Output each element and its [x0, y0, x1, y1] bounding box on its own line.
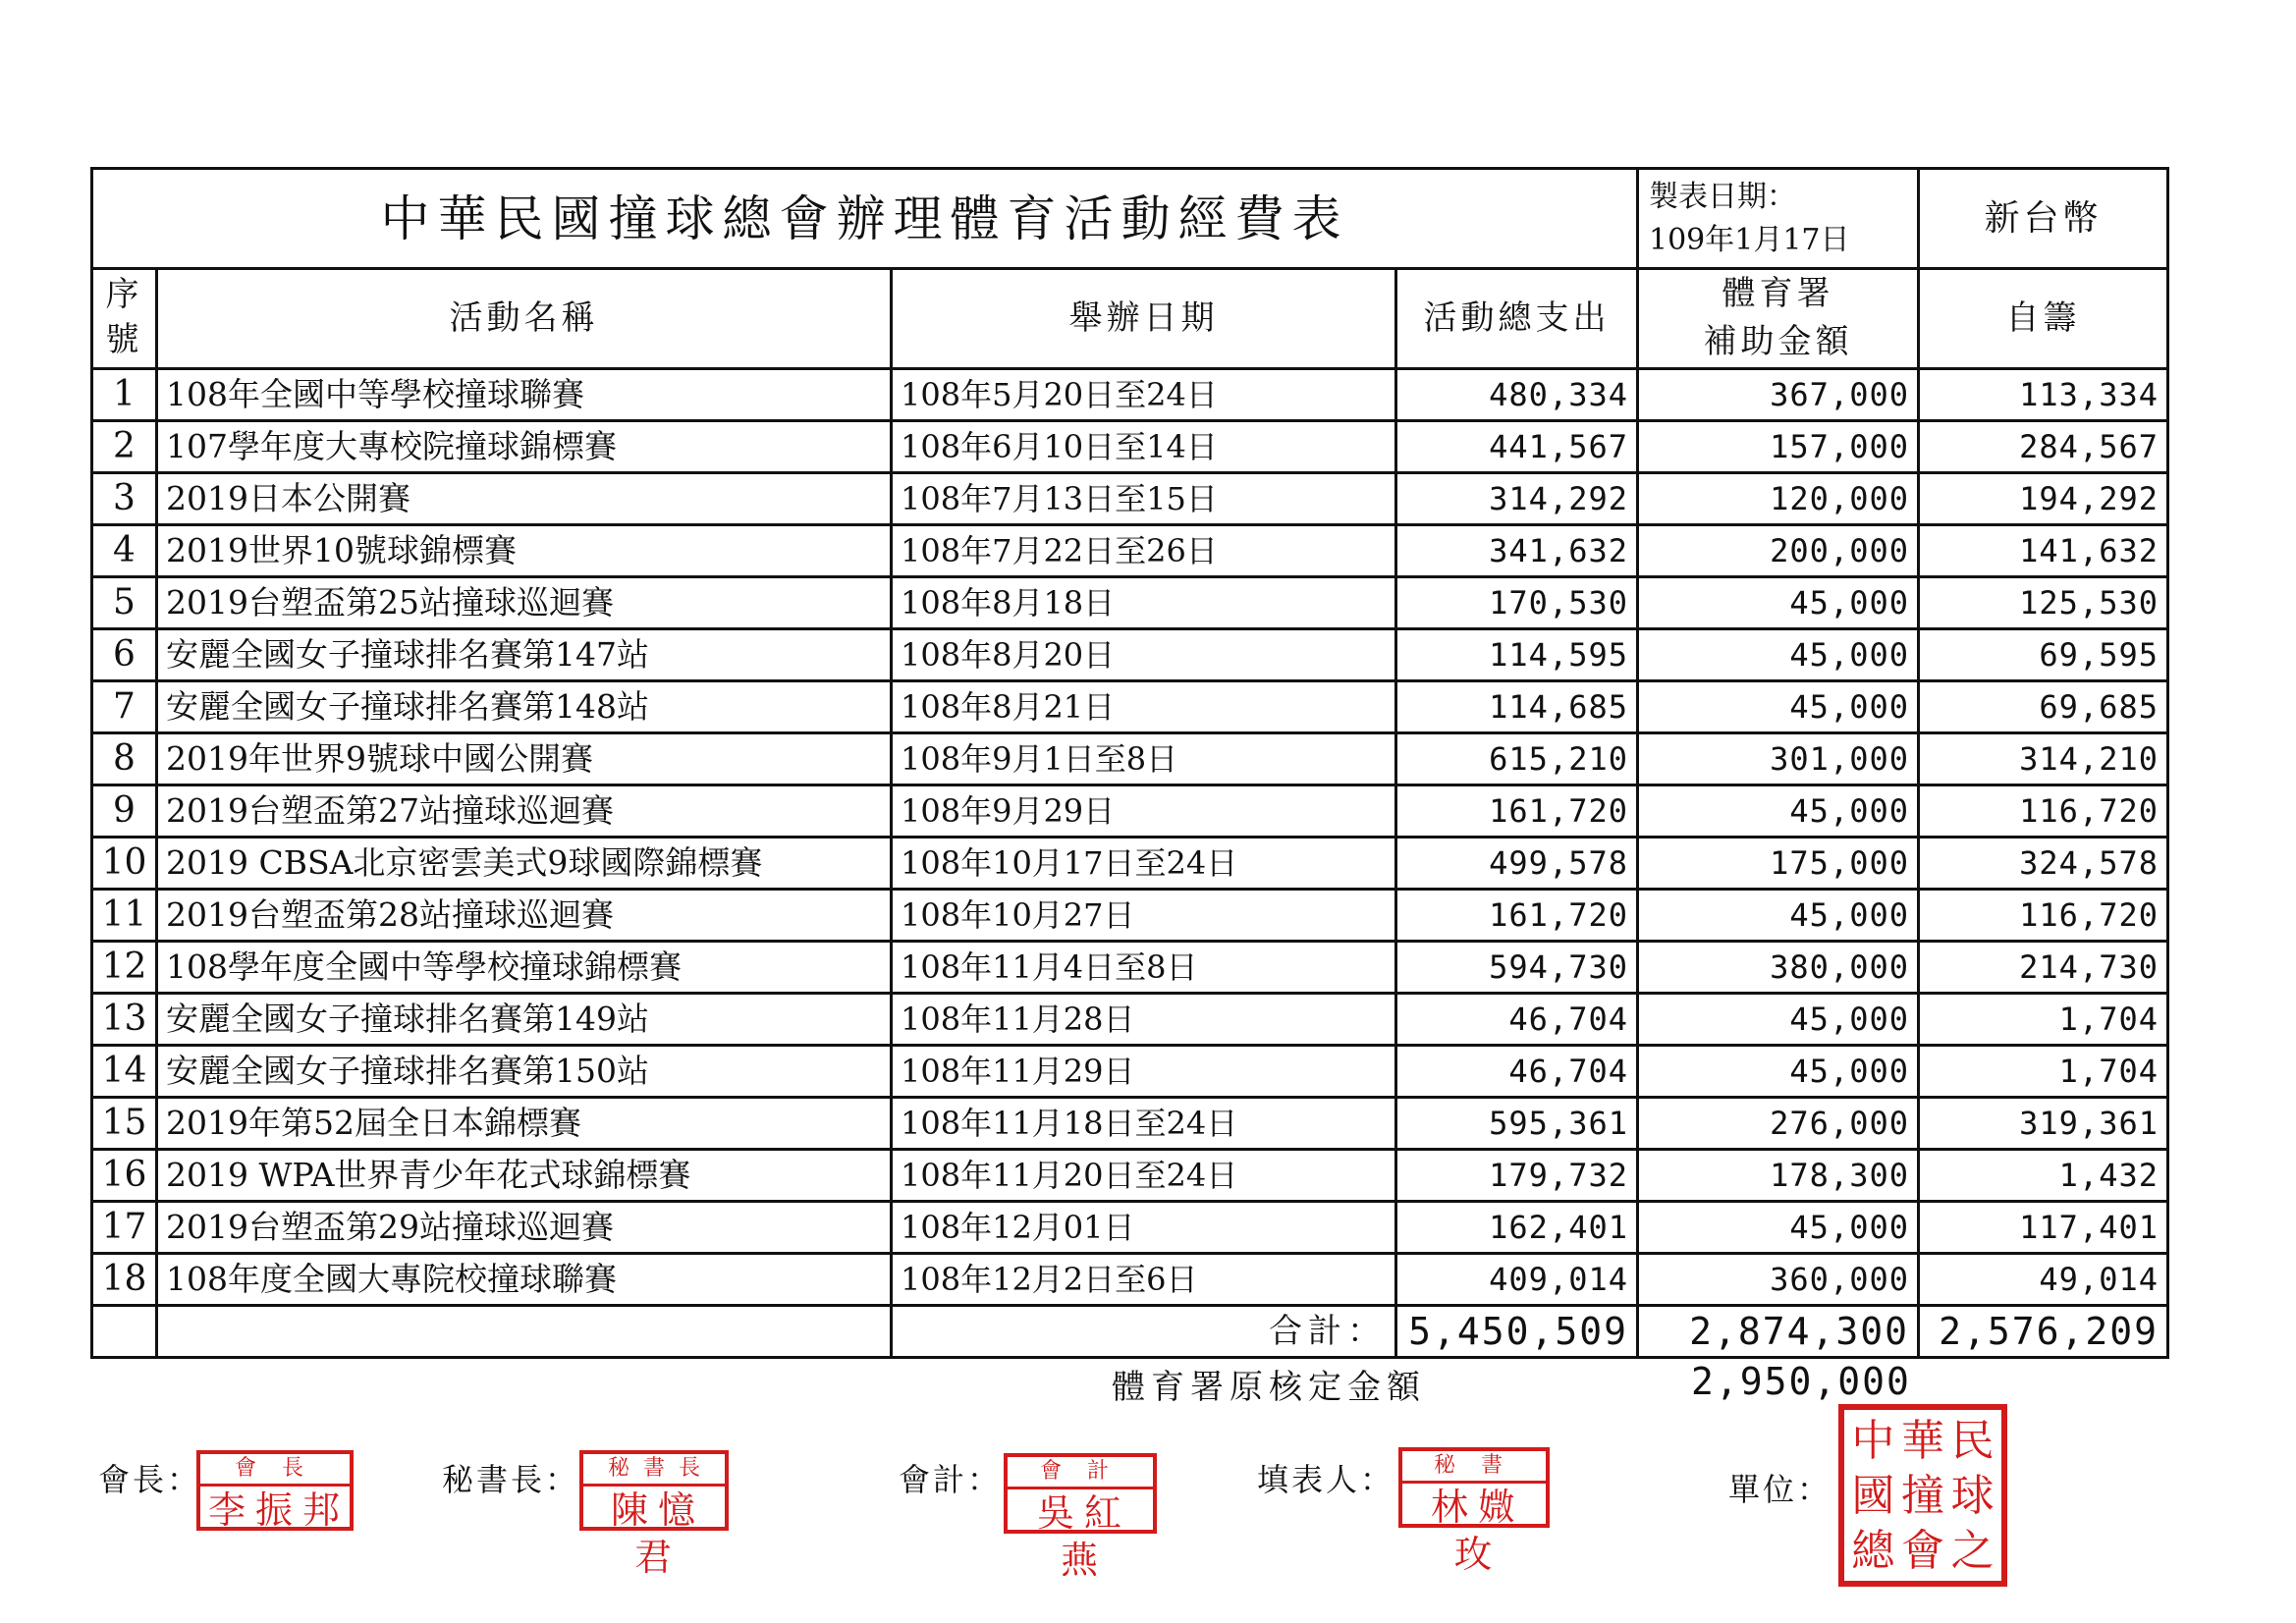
- self-funded-amount: 69,595: [1919, 628, 2168, 680]
- activity-date: 108年12月2日至6日: [892, 1253, 1396, 1305]
- secretary-general-stamp-role: 秘書長: [583, 1454, 725, 1487]
- totals-self-funded: 2,576,209: [1919, 1305, 2168, 1357]
- self-funded-amount: 116,720: [1919, 784, 2168, 837]
- seal-character: 民: [1950, 1416, 1995, 1466]
- activity-name: 108學年度全國中等學校撞球錦標賽: [157, 941, 892, 993]
- table-row: [92, 680, 2168, 732]
- totals-expense: 5,450,509: [1396, 1305, 1638, 1357]
- total-expense: 46,704: [1396, 993, 1638, 1045]
- activity-name: 108年全國中等學校撞球聯賽: [157, 368, 892, 420]
- table-row: [92, 837, 2168, 889]
- total-expense: 46,704: [1396, 1045, 1638, 1097]
- subsidy-amount: 157,000: [1638, 420, 1919, 472]
- currency-label: 新台幣: [1919, 169, 2168, 269]
- total-expense: 170,530: [1396, 576, 1638, 628]
- self-funded-amount: 117,401: [1919, 1201, 2168, 1253]
- table-row: [92, 1097, 2168, 1149]
- president-stamp-role: 會長: [200, 1454, 350, 1487]
- seal-character: 總: [1851, 1526, 1895, 1576]
- unit-label: 單位：: [1728, 1471, 1832, 1508]
- activity-date: 108年8月18日: [892, 576, 1396, 628]
- accountant-stamp-role: 會計: [1008, 1457, 1153, 1489]
- seal-character: 華: [1900, 1416, 1944, 1466]
- table-row: [92, 1201, 2168, 1253]
- activity-date: 108年11月29日: [892, 1045, 1396, 1097]
- self-funded-amount: 1,704: [1919, 1045, 2168, 1097]
- president-stamp-name: 李振邦: [208, 1488, 351, 1532]
- seal-character: 中: [1851, 1416, 1895, 1466]
- row-number: 12: [92, 941, 157, 993]
- activity-date: 108年5月20日至24日: [892, 368, 1396, 420]
- approved-amount-label: 體育署原核定金額: [1112, 1368, 1426, 1407]
- totals-subsidy: 2,874,300: [1638, 1305, 1919, 1357]
- totals-label: 合計：: [892, 1305, 1396, 1357]
- total-expense: 409,014: [1396, 1253, 1638, 1305]
- self-funded-amount: 116,720: [1919, 889, 2168, 941]
- header-seq-line2: 號: [105, 320, 143, 360]
- accountant-stamp-name: 吳紅燕: [1036, 1491, 1131, 1582]
- self-funded-amount: 1,704: [1919, 993, 2168, 1045]
- row-number: 10: [92, 837, 157, 889]
- subsidy-amount: 120,000: [1638, 472, 1919, 524]
- accountant-label: 會計：: [899, 1461, 1003, 1498]
- total-expense: 441,567: [1396, 420, 1638, 472]
- activity-name: 安麗全國女子撞球排名賽第147站: [157, 628, 892, 680]
- header-date: 舉辦日期: [892, 269, 1396, 369]
- total-expense: 499,578: [1396, 837, 1638, 889]
- empty-cell: [92, 1305, 157, 1357]
- secretary-general-stamp: [579, 1450, 729, 1579]
- activity-name: 2019年第52屆全日本錦標賽: [157, 1097, 892, 1149]
- table-row: [92, 1253, 2168, 1305]
- row-number: 4: [92, 524, 157, 576]
- preparer-stamp: [1398, 1447, 1550, 1576]
- activity-name: 2019台塑盃第29站撞球巡迴賽: [157, 1201, 892, 1253]
- table-row: [92, 524, 2168, 576]
- seal-character: 撞: [1900, 1471, 1944, 1521]
- subsidy-amount: 45,000: [1638, 889, 1919, 941]
- row-number: 16: [92, 1149, 157, 1201]
- expense-table: [90, 167, 2169, 1359]
- row-number: 5: [92, 576, 157, 628]
- table-row: [92, 1149, 2168, 1201]
- row-number: 8: [92, 732, 157, 784]
- total-expense: 480,334: [1396, 368, 1638, 420]
- header-activity-name: 活動名稱: [157, 269, 892, 369]
- self-funded-amount: 214,730: [1919, 941, 2168, 993]
- table-row: [92, 784, 2168, 837]
- activity-date: 108年7月13日至15日: [892, 472, 1396, 524]
- table-row: [92, 1045, 2168, 1097]
- president-label: 會長：: [98, 1461, 202, 1498]
- self-funded-amount: 319,361: [1919, 1097, 2168, 1149]
- table-row: [92, 576, 2168, 628]
- preparer-label: 填表人：: [1257, 1461, 1395, 1498]
- table-row: [92, 993, 2168, 1045]
- row-number: 15: [92, 1097, 157, 1149]
- prepared-date-label: 製表日期：: [1649, 180, 1796, 214]
- president-stamp: [196, 1450, 354, 1531]
- total-expense: 114,595: [1396, 628, 1638, 680]
- self-funded-amount: 49,014: [1919, 1253, 2168, 1305]
- accountant-stamp: [1004, 1453, 1157, 1582]
- activity-name: 2019 CBSA北京密雲美式9球國際錦標賽: [157, 837, 892, 889]
- header-subsidy-line1: 體育署: [1722, 274, 1834, 313]
- table-row: [92, 472, 2168, 524]
- activity-name: 2019台塑盃第27站撞球巡迴賽: [157, 784, 892, 837]
- row-number: 3: [92, 472, 157, 524]
- row-number: 14: [92, 1045, 157, 1097]
- table-row: [92, 420, 2168, 472]
- activity-name: 安麗全國女子撞球排名賽第148站: [157, 680, 892, 732]
- activity-name: 2019台塑盃第25站撞球巡迴賽: [157, 576, 892, 628]
- preparer-stamp-role: 秘書: [1402, 1451, 1546, 1484]
- activity-date: 108年11月4日至8日: [892, 941, 1396, 993]
- activity-date: 108年9月1日至8日: [892, 732, 1396, 784]
- expense-sheet: [90, 167, 2166, 1359]
- activity-name: 安麗全國女子撞球排名賽第150站: [157, 1045, 892, 1097]
- row-number: 9: [92, 784, 157, 837]
- prepared-date: 109年1月17日: [1649, 222, 1850, 257]
- activity-date: 108年7月22日至26日: [892, 524, 1396, 576]
- activity-name: 107學年度大專校院撞球錦標賽: [157, 420, 892, 472]
- activity-name: 2019台塑盃第28站撞球巡迴賽: [157, 889, 892, 941]
- activity-date: 108年11月20日至24日: [892, 1149, 1396, 1201]
- table-row: [92, 941, 2168, 993]
- total-expense: 179,732: [1396, 1149, 1638, 1201]
- activity-name: 安麗全國女子撞球排名賽第149站: [157, 993, 892, 1045]
- activity-date: 108年10月17日至24日: [892, 837, 1396, 889]
- total-expense: 161,720: [1396, 889, 1638, 941]
- header-subsidy-line2: 補助金額: [1703, 322, 1853, 362]
- empty-cell: [157, 1305, 892, 1357]
- subsidy-amount: 45,000: [1638, 1201, 1919, 1253]
- self-funded-amount: 284,567: [1919, 420, 2168, 472]
- secretary-general-label: 秘書長：: [442, 1461, 580, 1498]
- seal-character: 之: [1950, 1526, 1995, 1576]
- subsidy-amount: 45,000: [1638, 576, 1919, 628]
- row-number: 2: [92, 420, 157, 472]
- activity-name: 2019世界10號球錦標賽: [157, 524, 892, 576]
- activity-name: 108年度全國大專院校撞球聯賽: [157, 1253, 892, 1305]
- self-funded-amount: 69,685: [1919, 680, 2168, 732]
- activity-name: 2019年世界9號球中國公開賽: [157, 732, 892, 784]
- total-expense: 594,730: [1396, 941, 1638, 993]
- subsidy-amount: 45,000: [1638, 1045, 1919, 1097]
- activity-date: 108年11月18日至24日: [892, 1097, 1396, 1149]
- total-expense: 595,361: [1396, 1097, 1638, 1149]
- subsidy-amount: 175,000: [1638, 837, 1919, 889]
- subsidy-amount: 45,000: [1638, 993, 1919, 1045]
- total-expense: 314,292: [1396, 472, 1638, 524]
- seal-character: 球: [1950, 1471, 1995, 1521]
- self-funded-amount: 141,632: [1919, 524, 2168, 576]
- row-number: 11: [92, 889, 157, 941]
- self-funded-amount: 194,292: [1919, 472, 2168, 524]
- activity-name: 2019日本公開賽: [157, 472, 892, 524]
- seal-character: 會: [1900, 1526, 1944, 1576]
- self-funded-amount: 125,530: [1919, 576, 2168, 628]
- prepared-date-cell: [1638, 169, 1919, 269]
- activity-name: 2019 WPA世界青少年花式球錦標賽: [157, 1149, 892, 1201]
- activity-date: 108年6月10日至14日: [892, 420, 1396, 472]
- totals-row: [92, 1305, 2168, 1357]
- total-expense: 615,210: [1396, 732, 1638, 784]
- activity-date: 108年9月29日: [892, 784, 1396, 837]
- header-self-funded: 自籌: [1919, 269, 2168, 369]
- table-row: [92, 368, 2168, 420]
- secretary-general-stamp-name: 陳憶君: [610, 1488, 705, 1579]
- total-expense: 161,720: [1396, 784, 1638, 837]
- subsidy-amount: 45,000: [1638, 680, 1919, 732]
- subsidy-amount: 380,000: [1638, 941, 1919, 993]
- subsidy-amount: 360,000: [1638, 1253, 1919, 1305]
- subsidy-amount: 367,000: [1638, 368, 1919, 420]
- row-number: 1: [92, 368, 157, 420]
- approved-amount-value: 2,950,000: [1691, 1360, 1911, 1403]
- title-row: [92, 169, 2168, 269]
- activity-date: 108年10月27日: [892, 889, 1396, 941]
- header-seq: [92, 269, 157, 369]
- self-funded-amount: 113,334: [1919, 368, 2168, 420]
- row-number: 7: [92, 680, 157, 732]
- activity-date: 108年8月21日: [892, 680, 1396, 732]
- organization-seal: [1838, 1404, 2007, 1587]
- header-seq-line1: 序: [105, 275, 143, 315]
- seal-character: 國: [1851, 1471, 1895, 1521]
- self-funded-amount: 1,432: [1919, 1149, 2168, 1201]
- self-funded-amount: 324,578: [1919, 837, 2168, 889]
- subsidy-amount: 301,000: [1638, 732, 1919, 784]
- activity-date: 108年11月28日: [892, 993, 1396, 1045]
- activity-date: 108年8月20日: [892, 628, 1396, 680]
- header-row: [92, 269, 2168, 369]
- subsidy-amount: 45,000: [1638, 784, 1919, 837]
- row-number: 6: [92, 628, 157, 680]
- total-expense: 114,685: [1396, 680, 1638, 732]
- subsidy-amount: 200,000: [1638, 524, 1919, 576]
- header-total: 活動總支出: [1396, 269, 1638, 369]
- table-row: [92, 732, 2168, 784]
- row-number: 13: [92, 993, 157, 1045]
- subsidy-amount: 178,300: [1638, 1149, 1919, 1201]
- preparer-stamp-name: 林媺玫: [1430, 1486, 1525, 1576]
- total-expense: 341,632: [1396, 524, 1638, 576]
- self-funded-amount: 314,210: [1919, 732, 2168, 784]
- total-expense: 162,401: [1396, 1201, 1638, 1253]
- table-row: [92, 889, 2168, 941]
- header-subsidy: [1638, 269, 1919, 369]
- document-title: 中華民國撞球總會辦理體育活動經費表: [92, 169, 1638, 269]
- row-number: 17: [92, 1201, 157, 1253]
- subsidy-amount: 45,000: [1638, 628, 1919, 680]
- row-number: 18: [92, 1253, 157, 1305]
- activity-date: 108年12月01日: [892, 1201, 1396, 1253]
- subsidy-amount: 276,000: [1638, 1097, 1919, 1149]
- table-row: [92, 628, 2168, 680]
